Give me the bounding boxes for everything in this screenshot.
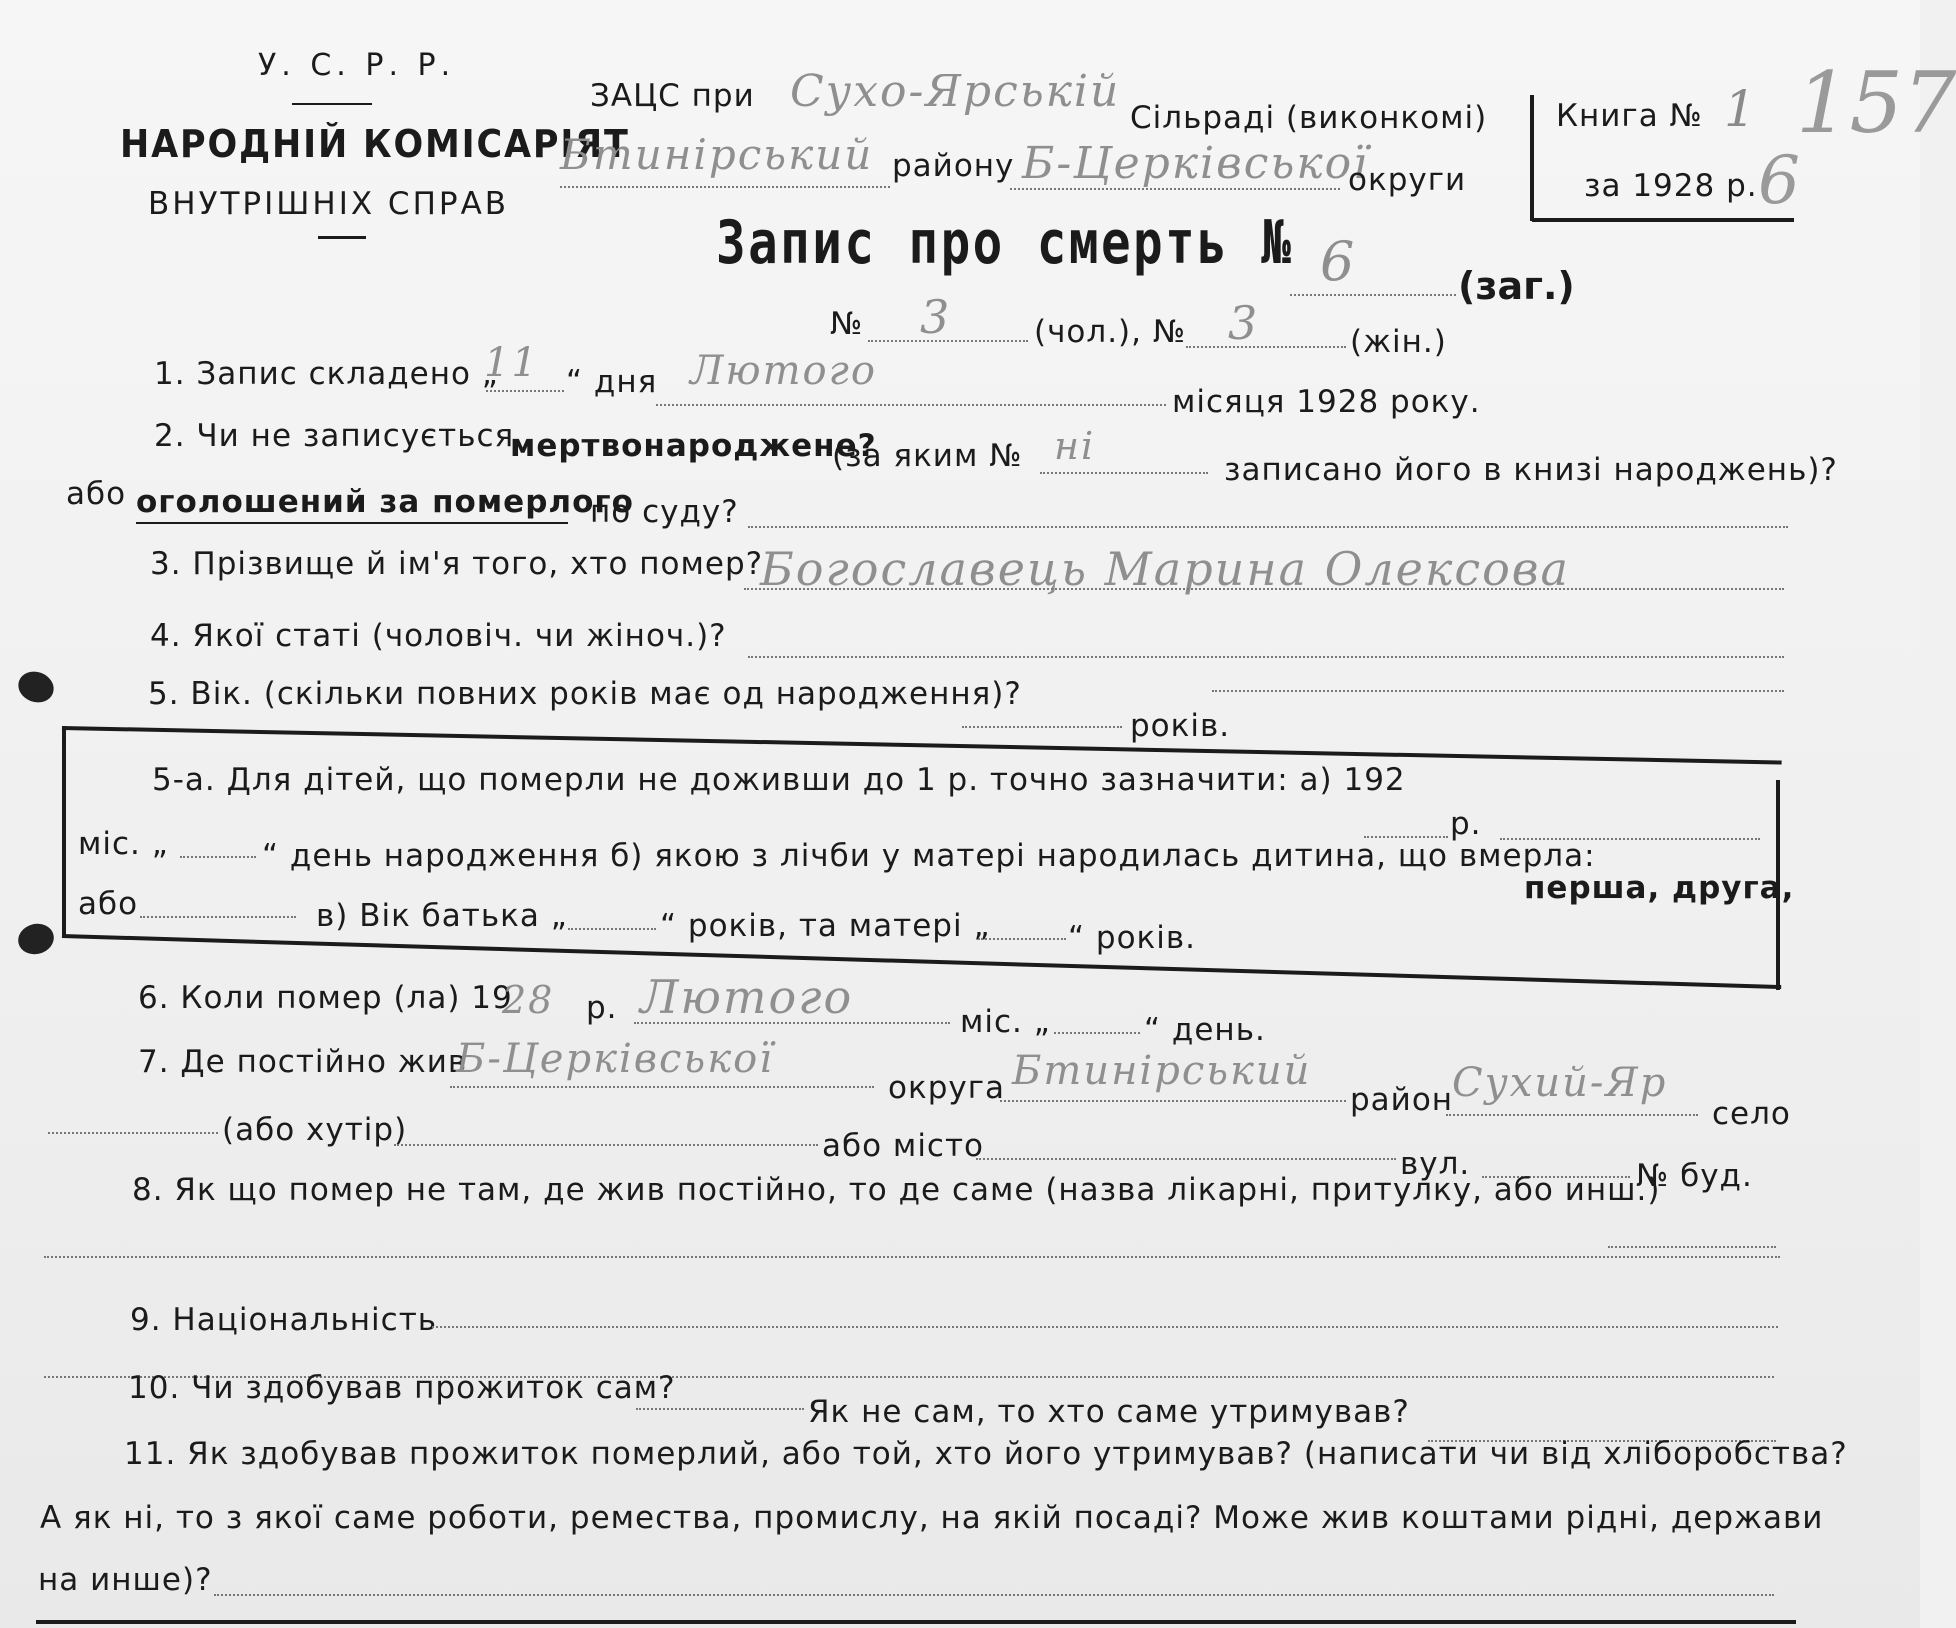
q2-birth-book: записано його в книзі народжень)? xyxy=(1224,452,1838,488)
raion-handwritten: Бтинірський xyxy=(560,130,874,179)
q5a-mother-age: “ років, та матері „ xyxy=(660,908,991,944)
q6-day-line xyxy=(1054,1032,1140,1034)
punch-hole-top xyxy=(14,667,58,708)
q5a-birth-order: “ день народження б) якою з лічби у матері народилась дитина, що вмерла: xyxy=(262,838,1596,874)
q5a-or: або xyxy=(78,886,139,922)
commissariat-heading: НАРОДНІЙ КОМІСАРІЯТ xyxy=(120,122,630,166)
q2-label: 2. Чи не записується xyxy=(154,418,515,454)
chol-num-label: № xyxy=(830,306,864,342)
q5a-mother-line xyxy=(978,938,1066,940)
q3-name-handwritten: Богославець Марина Олексова xyxy=(760,542,1570,596)
q2-stillborn: мертвонароджене? xyxy=(510,428,877,464)
zhin-label: (жін.) xyxy=(1350,324,1447,360)
q1-day-line xyxy=(486,390,564,392)
q7-house-label: № буд. xyxy=(1636,1158,1753,1194)
okruha-label: округи xyxy=(1348,162,1467,198)
q5a-day-line xyxy=(180,856,256,858)
q9-label: 9. Національність xyxy=(130,1302,438,1338)
box5a-left-border xyxy=(62,726,66,936)
q5-right-line xyxy=(1212,690,1784,692)
q1-month-line xyxy=(656,404,1166,406)
q11-label-line2: А як ні, то з якої саме роботи, ремества, промислу, на якій посаді? Може жив коштами рідні, держави xyxy=(40,1500,1824,1536)
q6-label: 6. Коли помер (ла) 19 xyxy=(138,980,513,1016)
q8-end-line xyxy=(1608,1246,1776,1248)
page-title: Запис про смерть № xyxy=(716,208,1294,278)
q10-supported-by: Як не сам, то хто саме утримував? xyxy=(808,1394,1410,1430)
q10-self-line xyxy=(636,1408,804,1410)
q5-years: років. xyxy=(1130,708,1231,744)
record-number-handwritten: 6 xyxy=(1320,230,1357,293)
q8-label: 8. Як що помер не там, де жив постійно, то де саме (назва лікарні, притулку, або инш.) xyxy=(132,1172,1661,1208)
book-number-handwritten: 1 xyxy=(1724,80,1758,138)
q6-year-handwritten: 28 xyxy=(502,978,555,1022)
q2-handwritten: ні xyxy=(1054,424,1096,468)
q1-day-suffix: “ дня xyxy=(566,364,658,400)
zags-handwritten: Сухо-Ярській xyxy=(790,66,1121,117)
q5a-years-end: “ років. xyxy=(1068,920,1197,956)
q7-khutir-line xyxy=(394,1144,818,1146)
book-box-left-border xyxy=(1530,95,1534,221)
q7-raion-line xyxy=(1000,1100,1346,1102)
usrr-heading: У. С. Р. Р. xyxy=(258,48,456,83)
q5-age-line xyxy=(962,726,1122,728)
q7-okruha-label: округа xyxy=(888,1070,1005,1106)
q5a-father-age: в) Вік батька „ xyxy=(316,898,568,934)
q7-raion-handwritten: Бтинірський xyxy=(1012,1048,1312,1094)
header-divider xyxy=(292,103,372,105)
q7-misto-label: або місто xyxy=(822,1128,985,1164)
chol-handwritten: 3 xyxy=(920,290,952,344)
q5a-first-second: перша, друга, xyxy=(1524,870,1795,906)
q5a-month-label: міс. „ xyxy=(78,826,169,862)
book-box-bottom-border xyxy=(1532,218,1794,222)
okruha-line xyxy=(1010,188,1340,190)
zags-prefix: ЗАЦС при xyxy=(590,78,755,114)
q1-day-handwritten: 11 xyxy=(484,340,539,386)
q5-label: 5. Вік. (скільки повних років має од народження)? xyxy=(148,676,1022,712)
book-label: Книга № xyxy=(1556,98,1703,134)
q7-okruha-handwritten: Б-Церківської xyxy=(456,1036,774,1082)
internal-affairs-heading: ВНУТРІШНІХ СПРАВ xyxy=(148,186,510,222)
q2-court-line xyxy=(748,526,1788,528)
q6-day-label: “ день. xyxy=(1144,1012,1266,1048)
q2-by-court: по суду? xyxy=(590,494,739,530)
q7-misto-line xyxy=(976,1158,1396,1160)
book-year: за 1928 р. xyxy=(1584,168,1758,204)
q7-khutir-label: (або хутір) xyxy=(222,1112,408,1148)
q6-month-line xyxy=(634,1022,950,1024)
q4-label: 4. Якої статі (чоловіч. чи жіноч.)? xyxy=(150,618,727,654)
q5a-year-suffix: р. xyxy=(1450,806,1482,842)
q1-label: 1. Запис складено „ xyxy=(154,356,499,392)
q6-month-handwritten: Лютого xyxy=(640,970,854,1024)
bottom-rule xyxy=(36,1620,1796,1624)
q2-number-line xyxy=(1040,472,1208,474)
q2-declared-dead: оголошений за померлого xyxy=(136,484,634,520)
q10-label: 10. Чи здобував прожиток сам? xyxy=(128,1370,676,1406)
q11-line xyxy=(214,1594,1774,1596)
box5a-top-border xyxy=(62,726,1782,765)
record-number-line xyxy=(1290,294,1456,296)
punch-hole-bottom xyxy=(15,920,58,958)
q2-or: або xyxy=(66,476,127,512)
q5a-or-line xyxy=(140,916,296,918)
zhin-line xyxy=(1186,346,1346,348)
q7-selo-label: село xyxy=(1712,1096,1791,1132)
q5a-label: 5-а. Для дітей, що померли не доживши до 1 р. точно зазначити: а) 192 xyxy=(152,762,1406,798)
q1-month-handwritten: Лютого xyxy=(690,348,877,394)
q8-line xyxy=(44,1256,1780,1258)
raion-label: району xyxy=(892,148,1015,184)
q3-label: 3. Прізвище й ім'я того, хто помер? xyxy=(150,546,764,582)
silradi-label: Сільраді (виконкомі) xyxy=(1130,100,1488,136)
q2-underline xyxy=(136,522,568,524)
chol-label: (чол.), № xyxy=(1034,314,1187,350)
q2-which-number: (за яким № xyxy=(832,438,1023,474)
q7-selo-line xyxy=(1446,1114,1698,1116)
q11-label-line3: на инше)? xyxy=(38,1562,213,1598)
q7-raion-label: район xyxy=(1350,1082,1454,1118)
okruha-handwritten: Б-Церківської xyxy=(1022,138,1370,189)
q3-name-line xyxy=(744,588,1784,590)
q7-khutir-left-line xyxy=(48,1132,218,1134)
q7-selo-handwritten: Сухий-Яр xyxy=(1452,1060,1668,1106)
raion-line xyxy=(560,186,890,188)
q1-year-label: місяця 1928 року. xyxy=(1172,384,1481,420)
q4-line xyxy=(748,656,1784,658)
margin-number: 157 xyxy=(1796,54,1956,152)
q7-street-label: вул. xyxy=(1400,1146,1471,1182)
q6-year-suffix: р. xyxy=(586,990,618,1026)
q9-line xyxy=(432,1326,1778,1328)
zhin-handwritten: 3 xyxy=(1228,296,1260,350)
q11-label: 11. Як здобував прожиток померлий, або той, хто його утримував? (написати чи від хліборобства? xyxy=(124,1436,1848,1472)
q7-okruha-line xyxy=(450,1086,874,1088)
q7-label: 7. Де постійно жив xyxy=(138,1044,468,1080)
q6-month-label: міс. „ xyxy=(960,1004,1051,1040)
margin-number-2: 6 xyxy=(1758,142,1800,219)
q5a-father-line xyxy=(568,928,656,930)
zag-label: (заг.) xyxy=(1458,264,1575,308)
chol-line xyxy=(868,340,1028,342)
header-divider-2 xyxy=(318,236,366,239)
